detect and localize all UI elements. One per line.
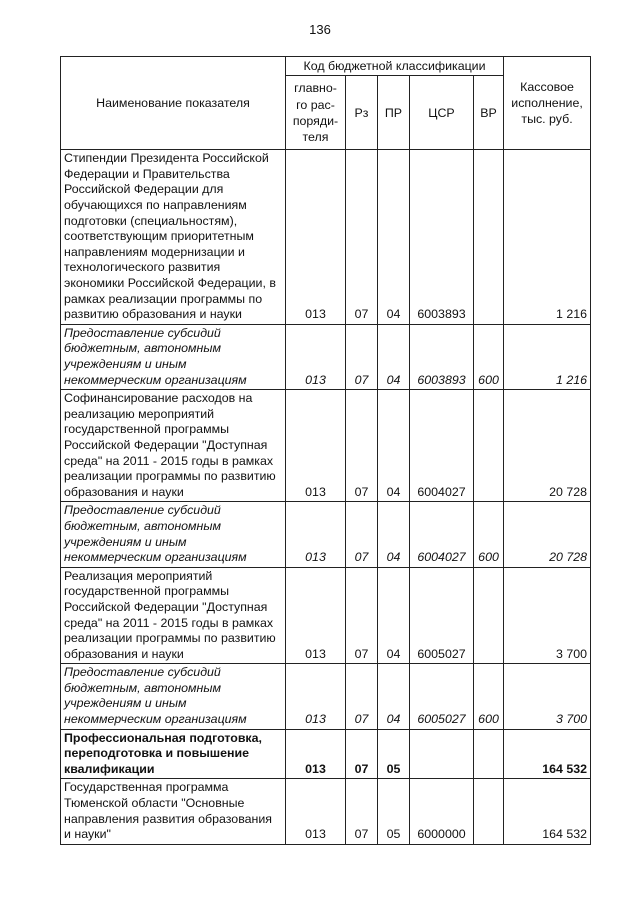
row-grbs: 013 xyxy=(286,150,346,325)
row-rz: 07 xyxy=(346,779,378,844)
row-pr: 04 xyxy=(378,502,410,567)
row-name: Государственная программа Тюменской области "Основные направления развития образования и науки" xyxy=(61,779,286,844)
row-vr: 600 xyxy=(474,324,504,389)
row-amount: 1 216 xyxy=(504,150,591,325)
row-pr: 04 xyxy=(378,567,410,664)
row-pr: 04 xyxy=(378,664,410,729)
row-name: Стипендии Президента Российской Федерации и Правительства Российской Федерации для обучающихся по направлениям подготовки (специальностям), соответствующим приоритетным направлениям модернизации и технологического развития экономики Российской Федерации, в рамках реализации программы по развитию образования и науки xyxy=(61,150,286,325)
header-section: Рз xyxy=(346,76,378,150)
row-vr: 600 xyxy=(474,502,504,567)
row-rz: 07 xyxy=(346,324,378,389)
row-vr: 600 xyxy=(474,664,504,729)
row-vr xyxy=(474,390,504,502)
row-csr: 6005027 xyxy=(410,567,474,664)
row-csr xyxy=(410,729,474,779)
row-pr: 04 xyxy=(378,150,410,325)
header-chief-administrator: главно-го рас-поряди-теля xyxy=(286,76,346,150)
table-row xyxy=(61,567,591,664)
row-amount: 164 532 xyxy=(504,779,591,844)
row-pr: 04 xyxy=(378,390,410,502)
row-grbs: 013 xyxy=(286,664,346,729)
row-rz: 07 xyxy=(346,150,378,325)
table-row xyxy=(61,502,591,567)
row-grbs: 013 xyxy=(286,324,346,389)
row-pr: 04 xyxy=(378,324,410,389)
row-rz: 07 xyxy=(346,729,378,779)
row-rz: 07 xyxy=(346,664,378,729)
row-name: Реализация мероприятий государственной программы Российской Федерации "Доступная среда" на 2011 - 2015 годы в рамках реализации программы по развитию образования и науки xyxy=(61,567,286,664)
row-csr: 6004027 xyxy=(410,502,474,567)
header-cash-execution: Кассовое исполнение, тыс. руб. xyxy=(504,57,591,150)
row-rz: 07 xyxy=(346,567,378,664)
row-csr: 6005027 xyxy=(410,664,474,729)
header-subsection: ПР xyxy=(378,76,410,150)
header-indicator-name: Наименование показателя xyxy=(61,57,286,150)
row-grbs: 013 xyxy=(286,390,346,502)
row-rz: 07 xyxy=(346,502,378,567)
row-rz: 07 xyxy=(346,390,378,502)
row-amount: 1 216 xyxy=(504,324,591,389)
row-pr: 05 xyxy=(378,779,410,844)
row-amount: 164 532 xyxy=(504,729,591,779)
row-grbs: 013 xyxy=(286,567,346,664)
row-name: Профессиональная подготовка, переподготовка и повышение квалификации xyxy=(61,729,286,779)
table-row xyxy=(61,390,591,502)
table-row xyxy=(61,150,591,325)
row-vr xyxy=(474,729,504,779)
row-name: Предоставление субсидий бюджетным, автономным учреждениям и иным некоммерческим организациям xyxy=(61,324,286,389)
row-amount: 3 700 xyxy=(504,664,591,729)
table-row xyxy=(61,664,591,729)
header-expense-type: ВР xyxy=(474,76,504,150)
header-budget-classification-code: Код бюджетной классификации xyxy=(286,57,504,76)
row-pr: 05 xyxy=(378,729,410,779)
row-vr xyxy=(474,779,504,844)
header-target-article: ЦСР xyxy=(410,76,474,150)
row-name: Предоставление субсидий бюджетным, автономным учреждениям и иным некоммерческим организациям xyxy=(61,664,286,729)
row-name: Софинансирование расходов на реализацию мероприятий государственной программы Российской Федерации "Доступная среда" на 2011 - 2015 годы в рамках реализации программы по развитию образования и науки xyxy=(61,390,286,502)
row-amount: 20 728 xyxy=(504,390,591,502)
budget-execution-table xyxy=(60,56,591,845)
row-amount: 20 728 xyxy=(504,502,591,567)
row-csr: 6003893 xyxy=(410,150,474,325)
table-row xyxy=(61,779,591,844)
row-csr: 6003893 xyxy=(410,324,474,389)
row-grbs: 013 xyxy=(286,779,346,844)
row-grbs: 013 xyxy=(286,729,346,779)
table-row xyxy=(61,324,591,389)
row-grbs: 013 xyxy=(286,502,346,567)
page-number: 136 xyxy=(309,22,331,37)
row-csr: 6004027 xyxy=(410,390,474,502)
row-vr xyxy=(474,567,504,664)
row-amount: 3 700 xyxy=(504,567,591,664)
table-row xyxy=(61,729,591,779)
row-csr: 6000000 xyxy=(410,779,474,844)
row-name: Предоставление субсидий бюджетным, автономным учреждениям и иным некоммерческим организациям xyxy=(61,502,286,567)
row-vr xyxy=(474,150,504,325)
